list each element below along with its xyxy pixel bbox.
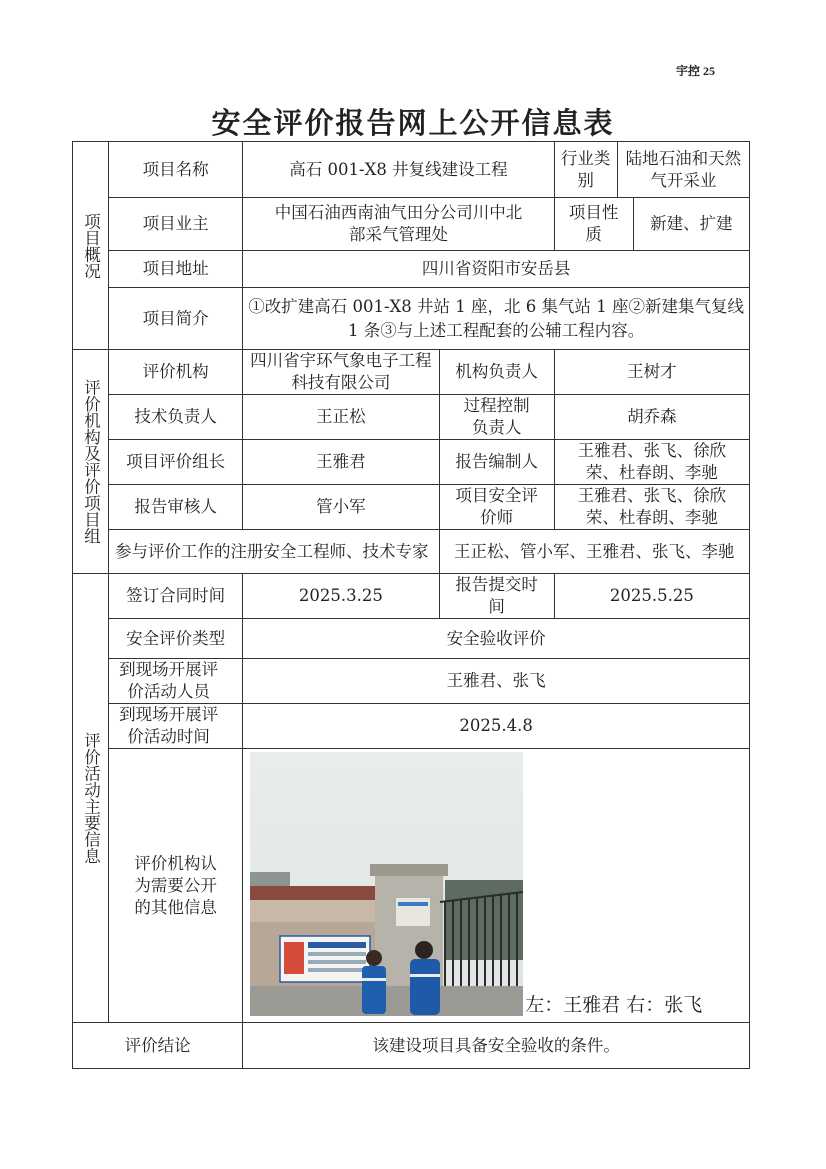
project-name: 高石 001-X8 井复线建设工程	[243, 142, 554, 198]
experts: 王正松、管小军、王雅君、张飞、李驰	[439, 530, 749, 574]
agency-head-label: 机构负责人	[439, 350, 554, 395]
process-control: 胡乔森	[554, 395, 749, 440]
report-writer-label: 报告编制人	[439, 440, 554, 485]
page-title: 安全评价报告网上公开信息表	[211, 106, 615, 140]
report-reviewer: 管小军	[243, 485, 439, 530]
conclusion-label: 评价结论	[73, 1023, 243, 1069]
submit-date: 2025.5.25	[554, 574, 749, 619]
site-people-label: 到现场开展评价活动人员	[109, 659, 243, 704]
industry-value: 陆地石油和天然气开采业	[625, 148, 742, 190]
eval-type: 安全验收评价	[243, 619, 750, 659]
site-photo	[250, 752, 523, 1016]
site-people: 王雅君、张飞	[243, 659, 750, 704]
project-address-label: 项目地址	[109, 251, 243, 288]
info-table	[72, 141, 750, 1069]
report-reviewer-label: 报告审核人	[109, 485, 243, 530]
team-leader-label: 项目评价组长	[109, 440, 243, 485]
conclusion-text: 该建设项目具备安全验收的条件。	[243, 1023, 750, 1069]
project-name-label: 项目名称	[109, 142, 243, 198]
contract-date: 2025.3.25	[243, 574, 439, 619]
nature-cell	[554, 198, 749, 251]
agency-org-label: 评价机构	[109, 350, 243, 395]
section-activity: 评价活动主要信息	[73, 574, 109, 1023]
contract-date-label: 签订合同时间	[109, 574, 243, 619]
document-code: 宇控 25	[676, 64, 716, 78]
nature-label: 项目性质	[555, 198, 634, 250]
industry-label: 行业类别	[555, 142, 618, 197]
nature-value: 新建、扩建	[650, 214, 733, 233]
process-control-label: 过程控制负责人	[439, 395, 554, 440]
agency-head: 王树才	[554, 350, 749, 395]
safety-assessors: 王雅君、张飞、徐欣荣、杜春朗、李驰	[554, 485, 749, 530]
team-leader: 王雅君	[243, 440, 439, 485]
section-project-overview: 项目概况	[73, 142, 109, 350]
project-address: 四川省资阳市安岳县	[243, 251, 750, 288]
site-time-label: 到现场开展评价活动时间	[109, 704, 243, 749]
experts-label: 参与评价工作的注册安全工程师、技术专家	[109, 530, 439, 574]
tech-lead: 王正松	[243, 395, 439, 440]
submit-date-label: 报告提交时间	[439, 574, 554, 619]
industry-cell	[554, 142, 749, 198]
report-writers: 王雅君、张飞、徐欣荣、杜春朗、李驰	[554, 440, 749, 485]
photo-area	[243, 749, 749, 1022]
project-owner: 中国石油西南油气田分公司川中北部采气管理处	[243, 198, 554, 251]
project-summary: ①改扩建高石 001-X8 井站 1 座，北 6 集气站 1 座②新建集气复线 1 条③与上述工程配套的公辅工程内容。	[243, 288, 750, 350]
other-info-label: 评价机构认为需要公开的其他信息	[109, 749, 243, 1023]
project-owner-label: 项目业主	[109, 198, 243, 251]
eval-type-label: 安全评价类型	[109, 619, 243, 659]
safety-assessor-label: 项目安全评价师	[439, 485, 554, 530]
tech-lead-label: 技术负责人	[109, 395, 243, 440]
project-summary-label: 项目简介	[109, 288, 243, 350]
agency-org: 四川省宇环气象电子工程科技有限公司	[243, 350, 439, 395]
section-agency: 评价机构及评价项目组	[73, 350, 109, 574]
site-time: 2025.4.8	[243, 704, 750, 749]
other-info-cell	[243, 749, 750, 1023]
photo-caption: 左：王雅君 右：张飞	[525, 994, 703, 1016]
